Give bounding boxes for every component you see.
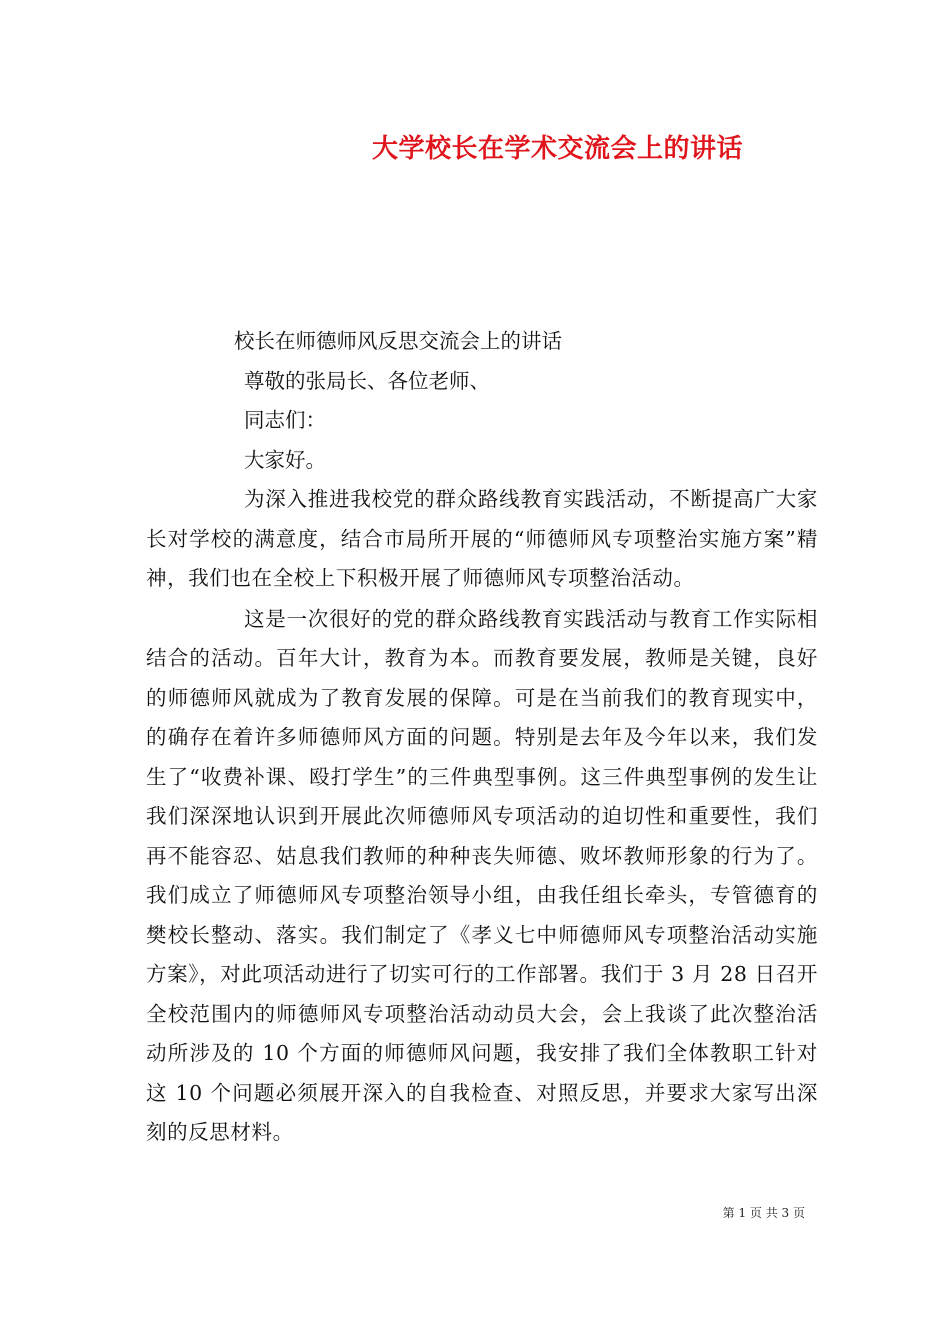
page-number: 第 1 页 共 3 页 xyxy=(722,1206,805,1220)
paragraph: 为深入推进我校党的群众路线教育实践活动，不断提高广大家长对学校的满意度，结合市局所开展的“师德师风专项整治实施方案”精神，我们也在全校上下积极开展了师德师风专项整治活动。 xyxy=(146,487,818,590)
greeting: 大家好。 xyxy=(244,447,326,472)
salutation-line-2: 同志们： xyxy=(244,408,326,432)
salutation-line-1: 尊敬的张局长、各位老师、 xyxy=(244,368,490,393)
document-title: 大学校长在学术交流会上的讲话 xyxy=(372,134,744,164)
document-body xyxy=(146,322,818,1153)
speech-subtitle: 校长在师德师风反思交流会上的讲话 xyxy=(234,329,562,353)
paragraph: 这是一次很好的党的群众路线教育实践活动与教育工作实际相结合的活动。百年大计，教育为本。而教育要发展，教师是关键，良好的师德师风就成为了教育发展的保障。可是在当前我们的教育现实中，的确存在着许多师德师风方面的问题。特别是去年及今年以来，我们发生了“收费补课、殴打学生”的三件典型事例。这三件典型事例的发生让我们深深地认识到开展此次师德师风专项活动的迫切性和重要性，我们再不能容忍、姑息我们教师的种种丧失师德、败坏教师形象的行为了。我们成立了师德师风专项整治领导小组，由我任组长牵头，专管德育的樊校长整动、落实。我们制定了《孝义七中师德师风专项整治活动实施方案》，对此项活动进行了切实可行的工作部署。我们于 3 月 28 日召开全校范围内的师德师风专项整治活动动员大会，会上我谈了此次整治活动所涉及的 10 个方面的师德师风问题，我安排了我们全体教职工针对这 10 个问题必须展开深入的自我检查、对照反思，并要求大家写出深刻的反思材料。 xyxy=(146,606,818,1144)
